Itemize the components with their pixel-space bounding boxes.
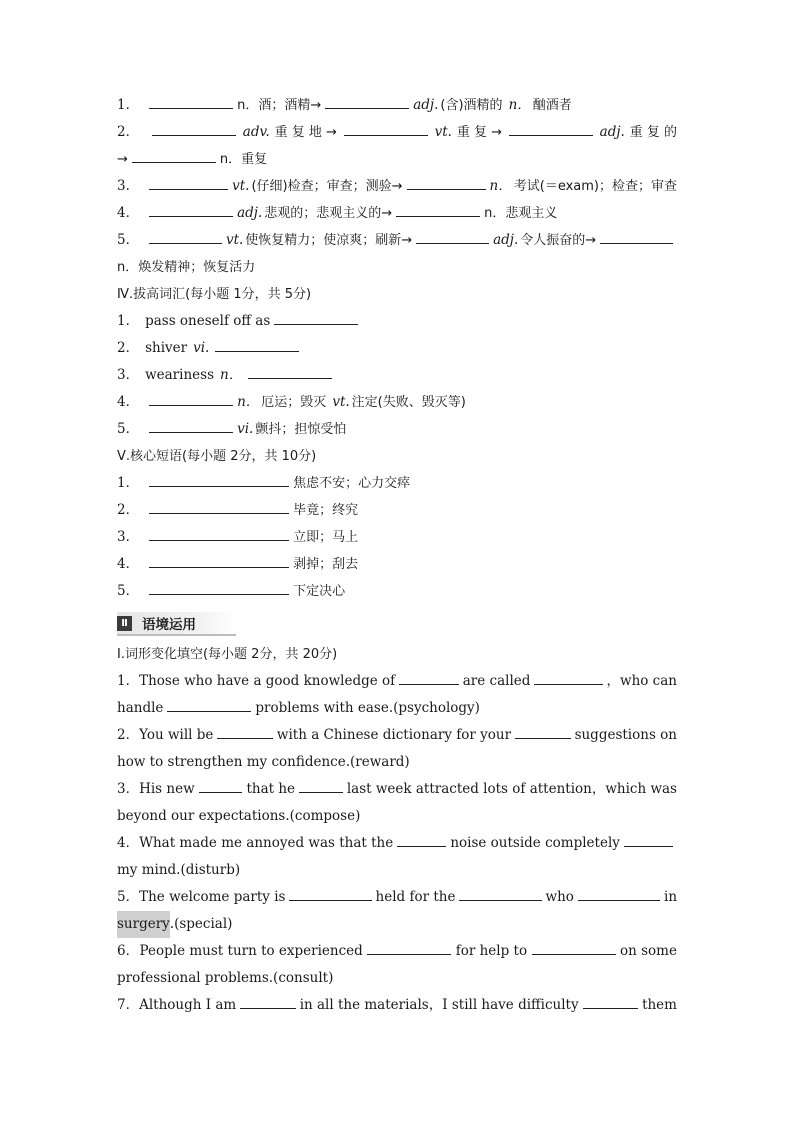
answer-blank[interactable] <box>199 777 243 793</box>
context-item-6: 6． People must turn to experienced for help to on some <box>117 938 677 965</box>
section-5-title: Ⅴ.核心短语(每小题 2分，共 10分) <box>117 449 317 464</box>
context-item-2-cont: how to strengthen my confidence.(reward) <box>117 754 410 770</box>
section-banner <box>117 607 677 641</box>
section-5-item-5: 5． 下定决心 <box>117 578 677 605</box>
answer-blank[interactable] <box>367 939 451 955</box>
context-item-3: 3． His new that he last week attracted lots of attention，which was <box>117 776 677 803</box>
vocab-item-1: 1． n．酒；酒精→ adj. (含)酒精的 n． 酗酒者 <box>117 92 677 119</box>
section-4-item-5: 5． vi. 颤抖；担惊受怕 <box>117 416 677 443</box>
answer-blank[interactable] <box>407 174 486 190</box>
answer-blank[interactable] <box>583 993 638 1009</box>
answer-blank[interactable] <box>416 228 489 244</box>
section-4-item-2: 2． shiver vi. <box>117 335 677 362</box>
section-5-item-2: 2． 毕竟；终究 <box>117 497 677 524</box>
answer-blank[interactable] <box>149 525 289 541</box>
section-4-item-4: 4． n． 厄运；毁灭 vt. 注定(失败、毁灭等) <box>117 389 677 416</box>
worksheet-page <box>117 92 677 1019</box>
answer-blank[interactable] <box>578 885 660 901</box>
answer-blank[interactable] <box>217 723 273 739</box>
vocab-item-2-cont: → n．重复 <box>117 146 677 173</box>
section-5-item-4: 4． 剥掉；刮去 <box>117 551 677 578</box>
section-4-title: Ⅳ.拔高词汇(每小题 1分，共 5分) <box>117 287 312 302</box>
context-item-2: 2． You will be with a Chinese dictionary for your suggestions on <box>117 722 677 749</box>
answer-blank[interactable] <box>399 669 459 685</box>
context-title: Ⅰ.词形变化填空(每小题 2分，共 20分) <box>117 647 338 662</box>
answer-blank[interactable] <box>149 552 289 568</box>
answer-blank[interactable] <box>248 363 332 379</box>
vocab-item-5: 5． vt. 使恢复精力；使凉爽；刷新→ adj. 令人振奋的→ <box>117 227 677 254</box>
answer-blank[interactable] <box>459 885 541 901</box>
section-5-item-1: 1． 焦虑不安；心力交瘁 <box>117 470 677 497</box>
answer-blank[interactable] <box>396 201 480 217</box>
answer-blank[interactable] <box>534 669 602 685</box>
context-item-5: 5． The welcome party is held for the who in <box>117 884 677 911</box>
section-badge-icon: Ⅱ <box>117 616 132 631</box>
context-item-7: 7． Although I am in all the materials，I still have difficulty them <box>117 992 677 1019</box>
answer-blank[interactable] <box>149 201 233 217</box>
context-item-4-cont: my mind.(disturb) <box>117 862 241 878</box>
vocab-item-5-cont: n．焕发精神；恢复活力 <box>117 260 256 275</box>
answer-blank[interactable] <box>149 417 233 433</box>
vocab-item-2: 2． adv. 重 复 地 → vt. 重 复 → adj. 重 复 的 <box>117 119 677 146</box>
highlighted-word: surgery <box>117 911 170 938</box>
context-item-5-cont: surgery .(special) <box>117 911 677 938</box>
answer-blank[interactable] <box>149 93 233 109</box>
answer-blank[interactable] <box>149 498 289 514</box>
answer-blank[interactable] <box>299 777 343 793</box>
answer-blank[interactable] <box>149 228 222 244</box>
answer-blank[interactable] <box>289 885 371 901</box>
vocab-item-4: 4． adj. 悲观的；悲观主义的→ n．悲观主义 <box>117 200 677 227</box>
section-5-item-3: 3． 立即；马上 <box>117 524 677 551</box>
answer-blank[interactable] <box>240 993 295 1009</box>
answer-blank[interactable] <box>132 147 216 163</box>
answer-blank[interactable] <box>325 93 409 109</box>
answer-blank[interactable] <box>149 174 228 190</box>
context-item-1-cont: handle problems with ease.(psychology) <box>117 695 677 722</box>
section-4-item-1: 1． pass oneself off as <box>117 308 677 335</box>
vocab-item-3: 3． vt. (仔细)检查；审查；测验→ n． 考试(＝exam)；检查；审查 <box>117 173 677 200</box>
context-item-6-cont: professional problems.(consult) <box>117 970 334 986</box>
answer-blank[interactable] <box>149 471 289 487</box>
answer-blank[interactable] <box>167 696 251 712</box>
answer-blank[interactable] <box>149 390 233 406</box>
answer-blank[interactable] <box>624 831 673 847</box>
section-4-item-3: 3． weariness n． <box>117 362 677 389</box>
answer-blank[interactable] <box>397 831 446 847</box>
context-item-1: 1． Those who have a good knowledge of are called ，who can <box>117 668 677 695</box>
answer-blank[interactable] <box>149 579 289 595</box>
answer-blank[interactable] <box>344 120 428 136</box>
answer-blank[interactable] <box>532 939 616 955</box>
answer-blank[interactable] <box>600 228 673 244</box>
section-banner-title: 语境运用 <box>142 617 196 633</box>
context-item-4: 4． What made me annoyed was that the noise outside completely <box>117 830 677 857</box>
context-item-3-cont: beyond our expectations.(compose) <box>117 808 361 824</box>
answer-blank[interactable] <box>515 723 571 739</box>
answer-blank[interactable] <box>152 120 236 136</box>
answer-blank[interactable] <box>509 120 593 136</box>
answer-blank[interactable] <box>215 336 299 352</box>
answer-blank[interactable] <box>274 309 358 325</box>
